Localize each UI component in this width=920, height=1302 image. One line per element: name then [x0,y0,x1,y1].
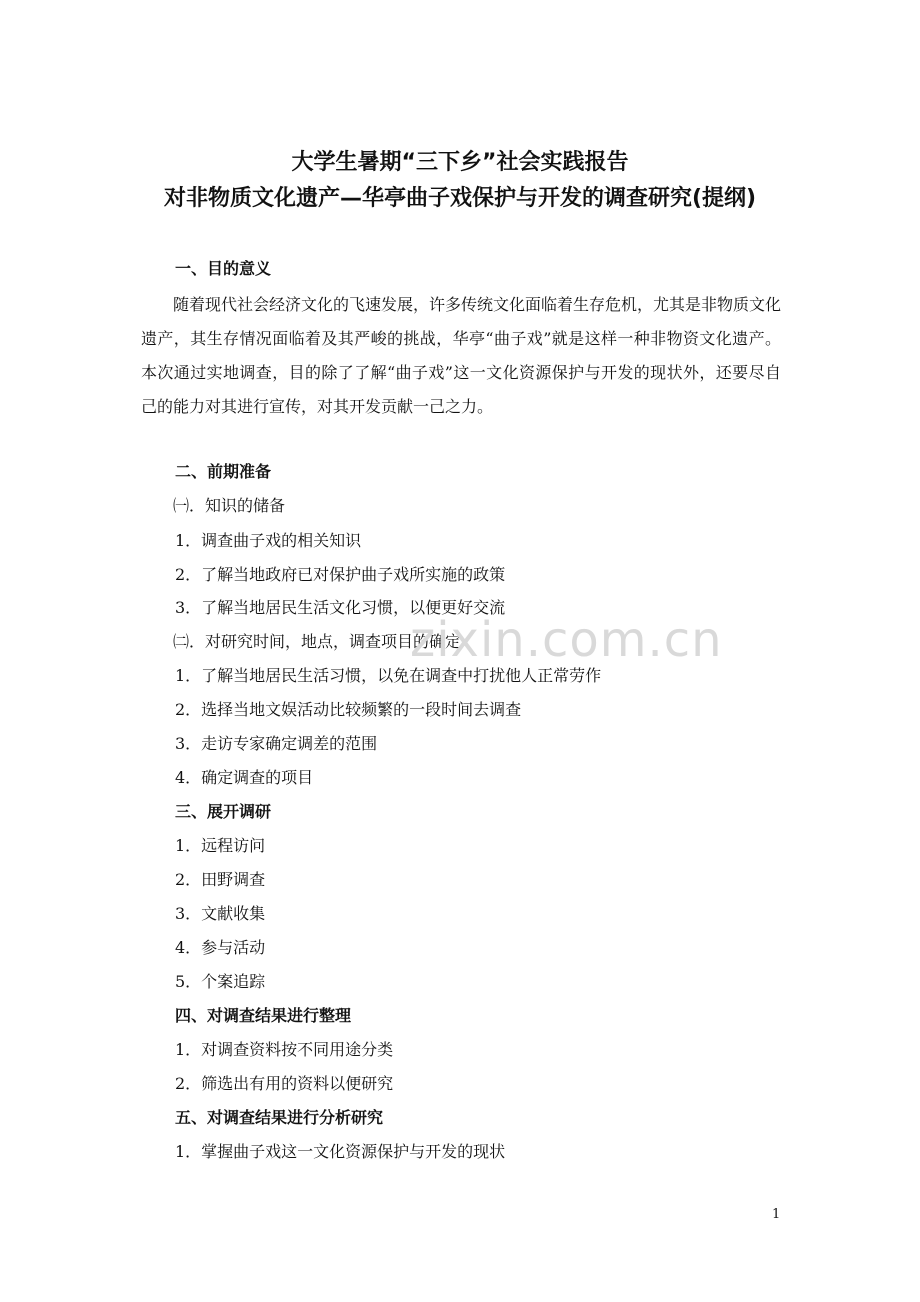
document-title: 大学生暑期“三下乡”社会实践报告 [291,150,629,175]
list-item: 4．参与活动 [175,938,266,957]
list-item: 2．了解当地政府已对保护曲子戏所实施的政策 [175,565,506,584]
list-item: 1．对调查资料按不同用途分类 [175,1040,394,1059]
list-item: 1．调查曲子戏的相关知识 [175,531,362,550]
section-heading-preparation: 二、前期准备 [175,462,272,481]
list-item: 4．确定调查的项目 [175,768,314,787]
list-item: 5．个案追踪 [175,972,266,991]
subsection-scheduling: ㈡．对研究时间，地点，调查项目的确定 [173,632,462,651]
section-heading-research: 三、展开调研 [175,802,272,821]
list-item: 3．了解当地居民生活文化习惯，以便更好交流 [175,598,506,617]
section-heading-organize: 四、对调查结果进行整理 [175,1006,352,1025]
subsection-knowledge: ㈠．知识的储备 [173,496,286,515]
list-item: 3．走访专家确定调差的范围 [175,734,378,753]
purpose-paragraph: 随着现代社会经济文化的飞速发展，许多传统文化面临着生存危机，尤其是非物质文化遗产，其生存情况面临着及其严峻的挑战，华亭“曲子戏”就是这样一种非物资文化遗产。本次通过实地调查，目的除了了解“曲子戏”这一文化资源保护与开发的现状外，还要尽自己的能力对其进行宣传，对其开发贡献一己之力。 [141,295,782,416]
document-subtitle: 对非物质文化遗产—华亭曲子戏保护与开发的调查研究(提纲) [163,186,757,211]
list-item: 1．掌握曲子戏这一文化资源保护与开发的现状 [175,1142,506,1161]
section-heading-analysis: 五、对调查结果进行分析研究 [175,1108,384,1127]
list-item: 2．筛选出有用的资料以便研究 [175,1074,394,1093]
watermark: zixin.com.cn [410,612,723,668]
section-heading-purpose: 一、目的意义 [175,259,272,278]
list-item: 2．田野调查 [175,870,266,889]
list-item: 3．文献收集 [175,904,266,923]
page-number: 1 [772,1207,781,1222]
list-item: 1．远程访问 [175,836,266,855]
list-item: 1．了解当地居民生活习惯，以免在调查中打扰他人正常劳作 [175,666,602,685]
list-item: 2．选择当地文娱活动比较频繁的一段时间去调查 [175,700,522,719]
